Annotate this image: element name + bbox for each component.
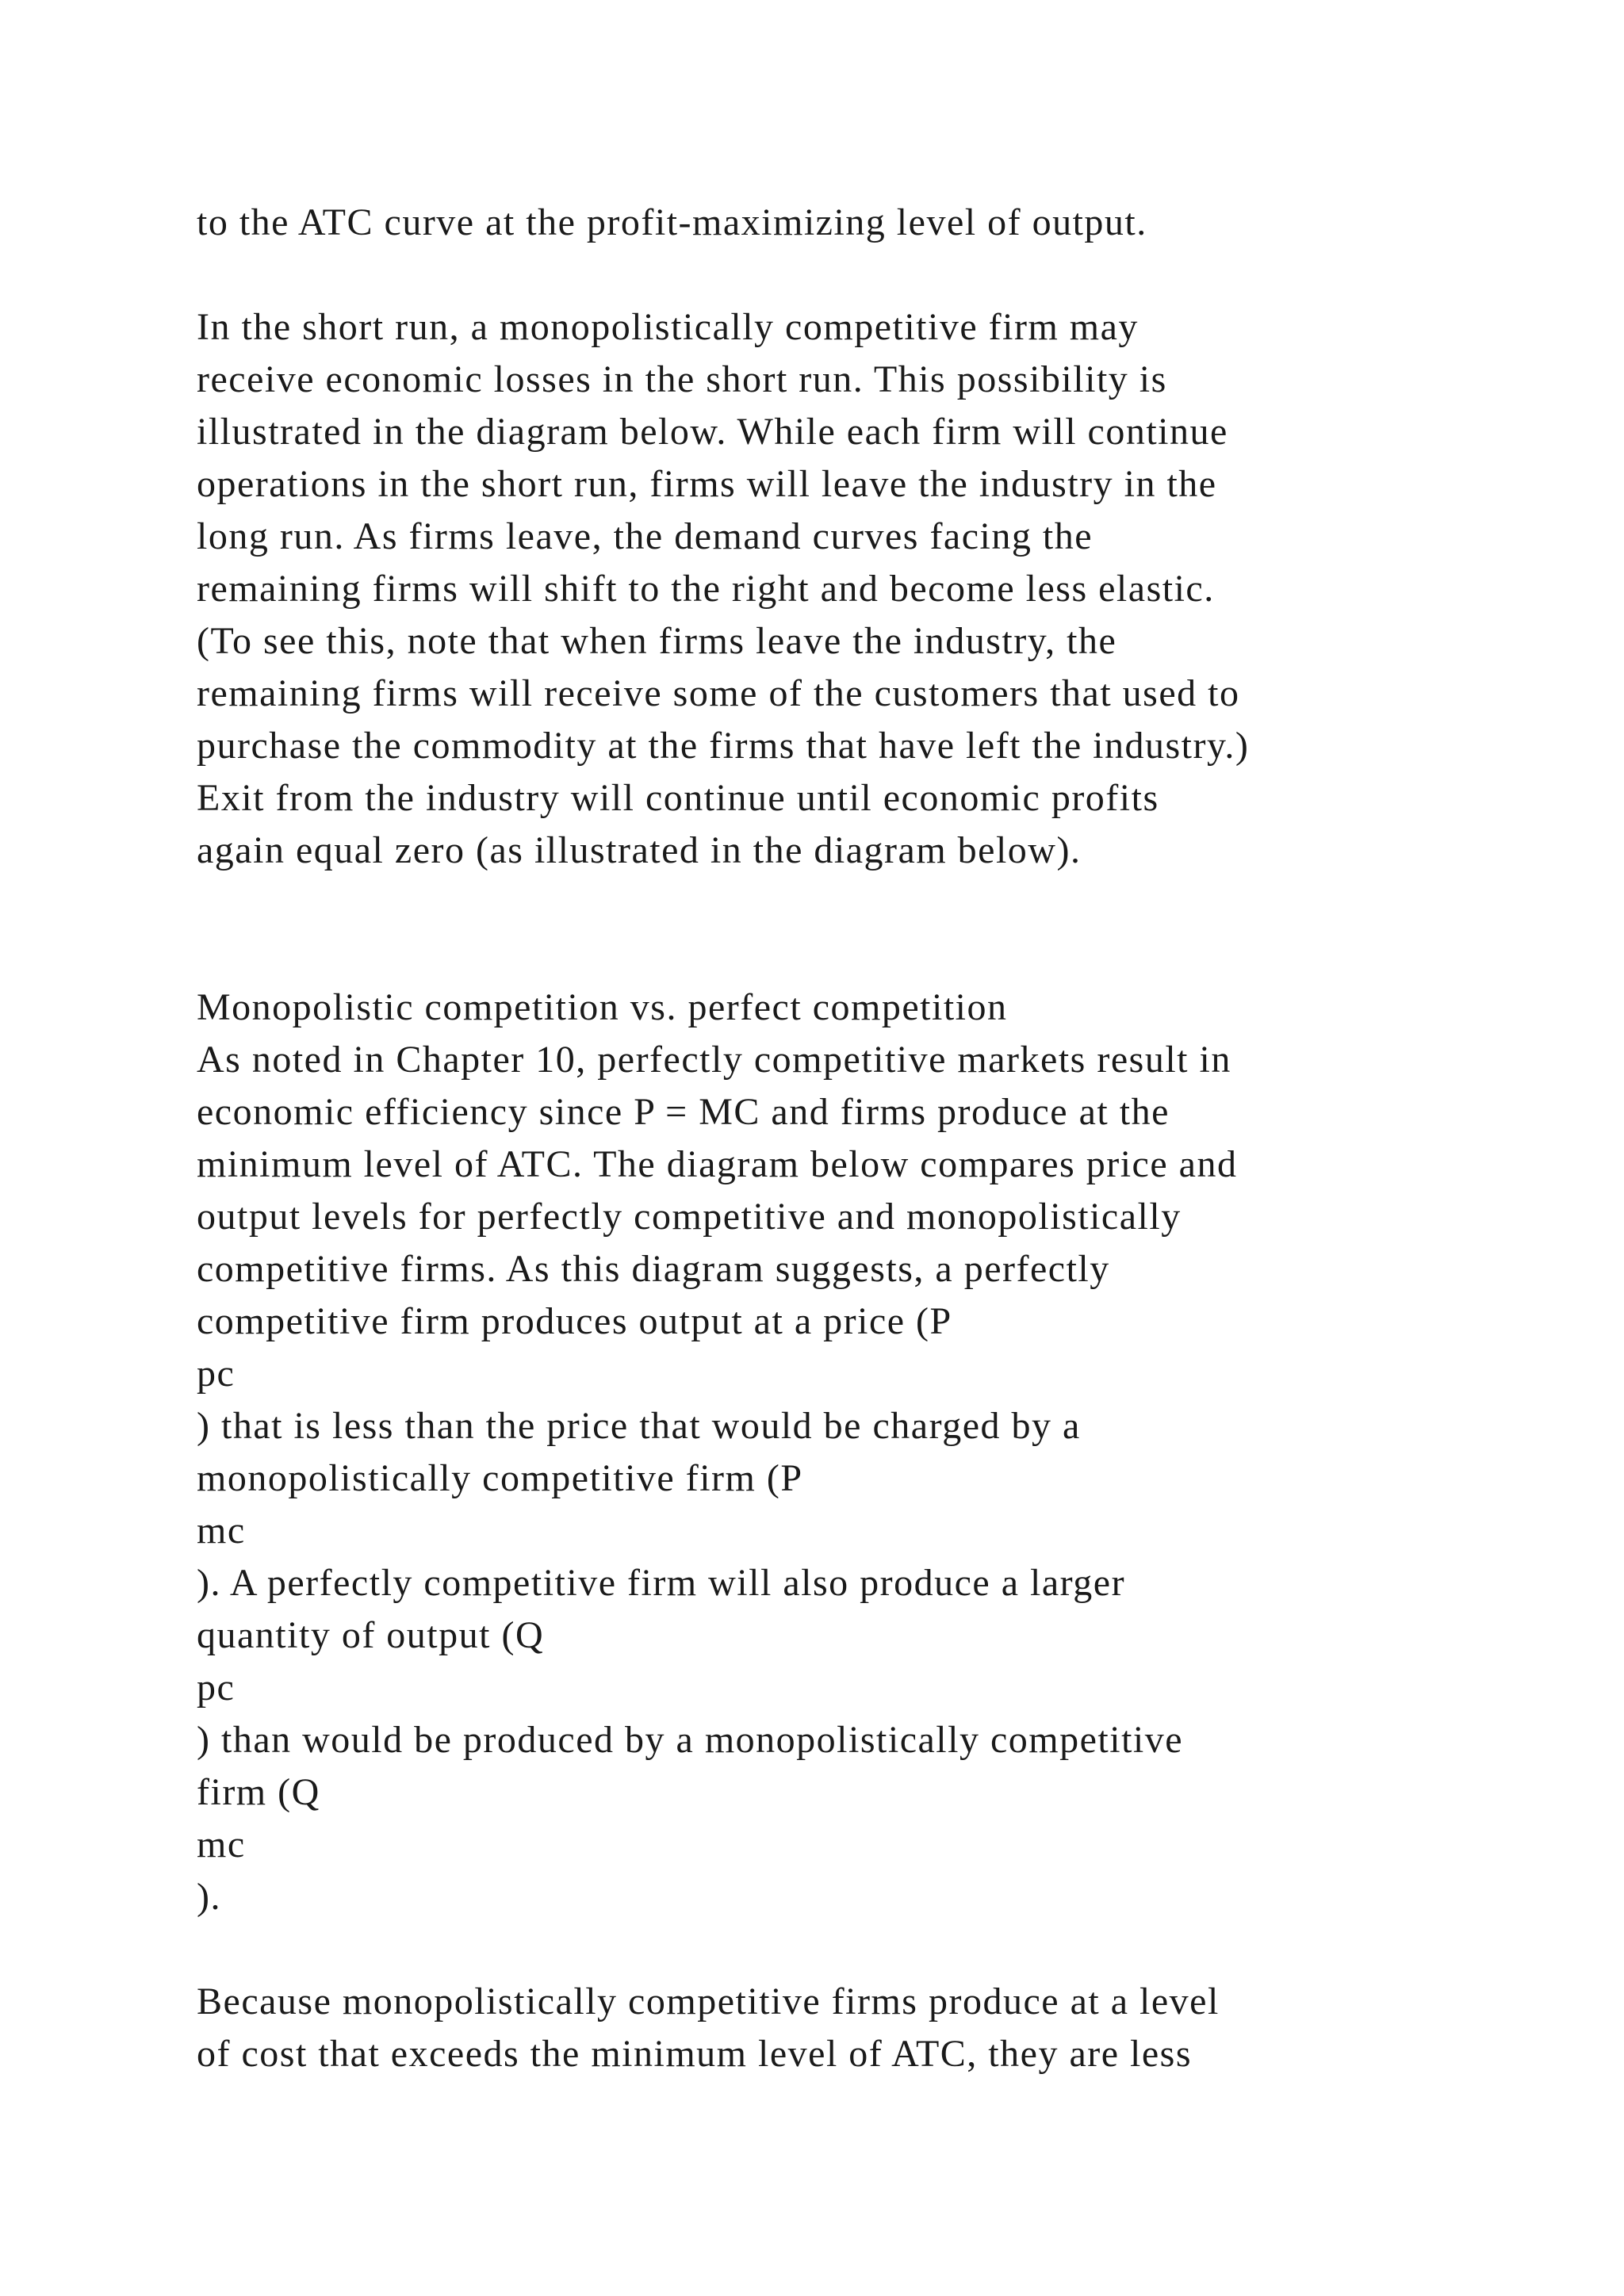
text-line: In the short run, a monopolistically competitive firm may bbox=[197, 306, 1139, 348]
text-line: ). A perfectly competitive firm will also produce a larger bbox=[197, 1562, 1126, 1604]
body-text bbox=[197, 197, 1481, 2080]
text-line: remaining firms will receive some of the customers that used to bbox=[197, 672, 1240, 714]
text-line: mc bbox=[197, 1510, 246, 1552]
blank-line bbox=[197, 249, 1481, 301]
text-line: quantity of output (Q bbox=[197, 1614, 545, 1656]
text-line: remaining firms will shift to the right and become less elastic. bbox=[197, 568, 1215, 610]
text-line: to the ATC curve at the profit-maximizing level of output. bbox=[197, 201, 1147, 243]
text-line: illustrated in the diagram below. While each firm will continue bbox=[197, 411, 1228, 453]
text-line: As noted in Chapter 10, perfectly competitive markets result in bbox=[197, 1039, 1231, 1081]
text-line: mc bbox=[197, 1823, 246, 1866]
text-line: economic efficiency since P = MC and firms produce at the bbox=[197, 1091, 1170, 1133]
text-line: monopolistically competitive firm (P bbox=[197, 1457, 803, 1499]
text-line: minimum level of ATC. The diagram below compares price and bbox=[197, 1143, 1238, 1185]
text-line: long run. As firms leave, the demand curves facing the bbox=[197, 515, 1094, 557]
blank-line bbox=[197, 929, 1481, 982]
text-line: competitive firm produces output at a price (P bbox=[197, 1300, 952, 1342]
text-line: pc bbox=[197, 1353, 236, 1395]
text-line: firm (Q bbox=[197, 1771, 320, 1813]
text-line: receive economic losses in the short run. This possibility is bbox=[197, 358, 1167, 400]
text-line: ) than would be produced by a monopolistically competitive bbox=[197, 1719, 1184, 1761]
text-line: again equal zero (as illustrated in the diagram below). bbox=[197, 829, 1082, 871]
text-line: pc bbox=[197, 1667, 236, 1709]
section-heading: Monopolistic competition vs. perfect competition bbox=[197, 986, 1008, 1028]
text-line: (To see this, note that when firms leave the industry, the bbox=[197, 620, 1117, 662]
blank-line bbox=[197, 877, 1481, 929]
text-line: output levels for perfectly competitive and monopolistically bbox=[197, 1196, 1182, 1238]
text-line: competitive firms. As this diagram suggests, a perfectly bbox=[197, 1248, 1110, 1290]
text-line: of cost that exceeds the minimum level of ATC, they are less bbox=[197, 2033, 1193, 2075]
blank-line bbox=[197, 1923, 1481, 1976]
text-line: Because monopolistically competitive firms produce at a level bbox=[197, 1980, 1220, 2022]
text-line: Exit from the industry will continue until economic profits bbox=[197, 777, 1159, 819]
text-line: operations in the short run, firms will leave the industry in the bbox=[197, 463, 1217, 505]
text-line: ). bbox=[197, 1876, 221, 1918]
text-line: ) that is less than the price that would be charged by a bbox=[197, 1405, 1081, 1447]
text-line: purchase the commodity at the firms that have left the industry.) bbox=[197, 725, 1250, 767]
